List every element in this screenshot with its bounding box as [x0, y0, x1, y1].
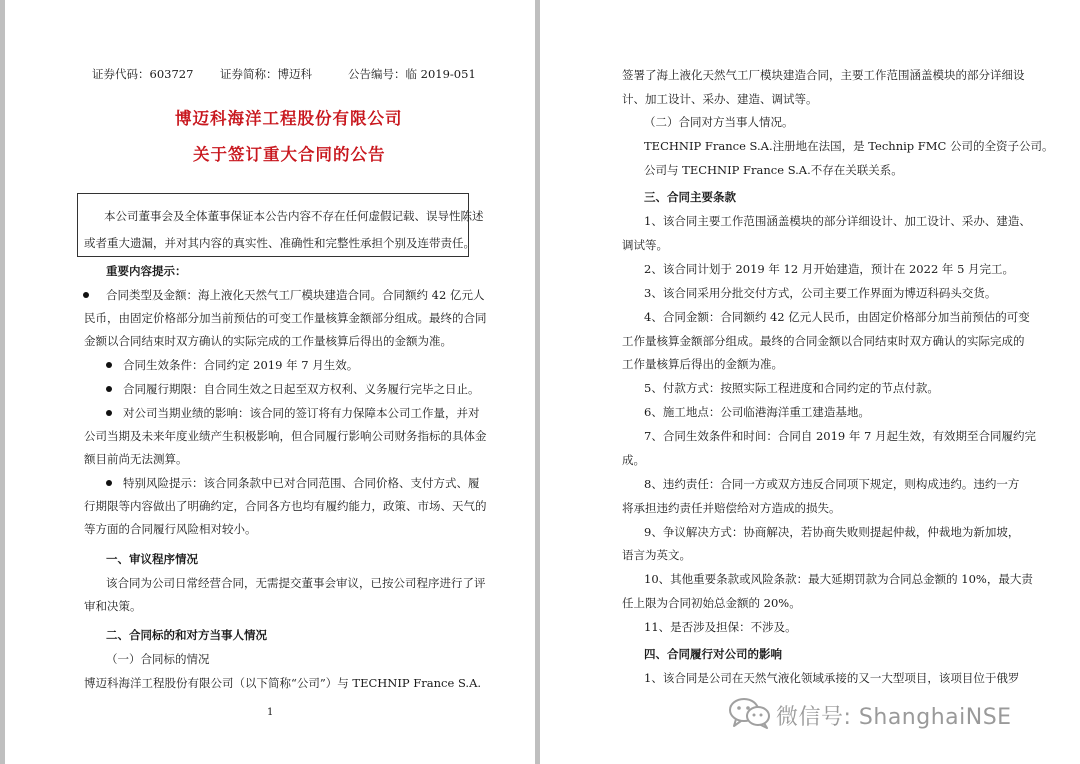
page2-line: 1、该合同主要工作范围涵盖模块的部分详细设计、加工设计、采办、建造、 [644, 214, 1031, 228]
bullet-line: 公司当期及未来年度业绩产生积极影响，但合同履行影响公司财务指标的具体金 [84, 429, 487, 443]
page2-line: 9、争议解决方式：协商解决，若协商失败则提起仲裁，仲裁地为新加坡， [644, 525, 1020, 539]
page2-line: 任上限为合同初始总金额的 20%。 [622, 596, 801, 610]
wechat-watermark [728, 694, 1058, 734]
page2-line: 7、合同生效条件和时间：合同自 2019 年 7 月起生效，有效期至合同履约完 [644, 429, 1037, 443]
bullet-dot [106, 386, 112, 392]
section2-text: 博迈科海洋工程股份有限公司（以下简称“公司”）与 TECHNIP France S.A. [84, 676, 482, 690]
bullet-line: 特别风险提示：该合同条款中已对合同范围、合同价格、支付方式、履 [123, 476, 480, 490]
bullet-line: 合同类型及金额：海上液化天然气工厂模块建造合同。合同额约 42 亿元人 [106, 288, 485, 302]
bullet-line: 合同生效条件：合同约定 2019 年 7 月生效。 [123, 358, 359, 372]
important-heading: 重要内容提示： [106, 264, 187, 278]
page2-line: 3、该合同采用分批交付方式，公司主要工作界面为博迈科码头交货。 [644, 286, 997, 300]
page2-line: 8、违约责任：合同一方或双方违反合同项下规定，则构成违约。违约一方 [644, 477, 1020, 491]
page2-line: 工作量核算金额部分组成。最终的合同金额以合同结束时双方确认的实际完成的 [622, 334, 1025, 348]
section3-heading: 三、合同主要条款 [644, 190, 736, 204]
page2-line: 4、合同金额：合同额约 42 亿元人民币，由固定价格部分加当前预估的可变 [644, 310, 1030, 324]
bullet-line: 等方面的合同履行风险相对较小。 [84, 522, 257, 536]
section1-text: 该合同为公司日常经营合同，无需提交董事会审议，已按公司程序进行了评 [106, 576, 486, 590]
page2-line: 成。 [622, 453, 645, 467]
page2-line: 5、付款方式：按照实际工程进度和合同约定的节点付款。 [644, 381, 939, 395]
page2-line: 2、该合同计划于 2019 年 12 月开始建造，预计在 2022 年 5 月完工。 [644, 262, 1015, 276]
document-page-2 [540, 0, 1080, 764]
bullet-line: 合同履行期限：自合同生效之日起至双方权利、义务履行完毕之日止。 [123, 382, 480, 396]
page2-line: 调试等。 [622, 238, 668, 252]
page2-line: TECHNIP France S.A.注册地在法国，是 Technip FMC 公司的全资子公司。 [644, 139, 1054, 153]
bullet-dot [106, 410, 112, 416]
page2-line: 6、施工地点：公司临港海洋重工建造基地。 [644, 405, 870, 419]
bullet-dot [83, 292, 89, 298]
section1-text: 审和决策。 [84, 599, 142, 613]
page2-line: 将承担违约责任并赔偿给对方造成的损失。 [622, 501, 841, 515]
bullet-dot [106, 480, 112, 486]
page-number: 1 [267, 707, 274, 718]
disclaimer-line: 本公司董事会及全体董事保证本公告内容不存在任何虚假记载、误导性陈述 [104, 209, 484, 223]
section1-heading: 一、审议程序情况 [106, 552, 198, 566]
page2-line: 计、加工设计、采办、建造、调试等。 [622, 92, 818, 106]
page2-line: 11、是否涉及担保：不涉及。 [644, 620, 797, 634]
disclaimer-line: 或者重大遗漏，并对其内容的真实性、准确性和完整性承担个别及连带责任。 [84, 236, 475, 250]
announcement-title: 关于签订重大合同的公告 [193, 145, 386, 164]
page2-line: 10、其他重要条款或风险条款：最大延期罚款为合同总金额的 10%，最大责 [644, 572, 1033, 586]
bullet-line: 额目前尚无法测算。 [84, 452, 188, 466]
security-short-name: 证券简称：博迈科 [220, 67, 312, 81]
bullet-line: 民币，由固定价格部分加当前预估的可变工作量核算金额部分组成。最终的合同 [84, 311, 487, 325]
page2-line: 签署了海上液化天然气工厂模块建造合同，主要工作范围涵盖模块的部分详细设 [622, 68, 1025, 82]
document-page-1 [5, 0, 535, 764]
page2-line: （二）合同对方当事人情况。 [644, 115, 794, 129]
section2-heading: 二、合同标的和对方当事人情况 [106, 628, 267, 642]
section2-subheading: （一）合同标的情况 [106, 652, 210, 666]
bullet-line: 对公司当期业绩的影响：该合同的签订将有力保障本公司工作量，并对 [123, 406, 480, 420]
page2-line: 工作量核算后得出的金额为准。 [622, 357, 783, 371]
bullet-line: 金额以合同结束时双方确认的实际完成的工作量核算后得出的金额为准。 [84, 334, 452, 348]
page2-line: 1、该合同是公司在天然气液化领域承接的又一大型项目，该项目位于俄罗 [644, 671, 1020, 685]
page2-line: 公司与 TECHNIP France S.A.不存在关联关系。 [644, 163, 903, 177]
page2-line: 语言为英文。 [622, 548, 691, 562]
bullet-dot [106, 362, 112, 368]
company-title: 博迈科海洋工程股份有限公司 [175, 109, 403, 128]
bullet-line: 行期限等内容做出了明确约定，合同各方也均有履约能力，政策、市场、天气的 [84, 499, 487, 513]
wechat-icon [728, 696, 772, 730]
notice-number: 公告编号：临 2019-051 [348, 67, 476, 81]
security-code: 证券代码：603727 [92, 67, 194, 81]
section4-heading: 四、合同履行对公司的影响 [644, 647, 782, 661]
watermark-text: 微信号: ShanghaiNSE [776, 705, 1012, 730]
